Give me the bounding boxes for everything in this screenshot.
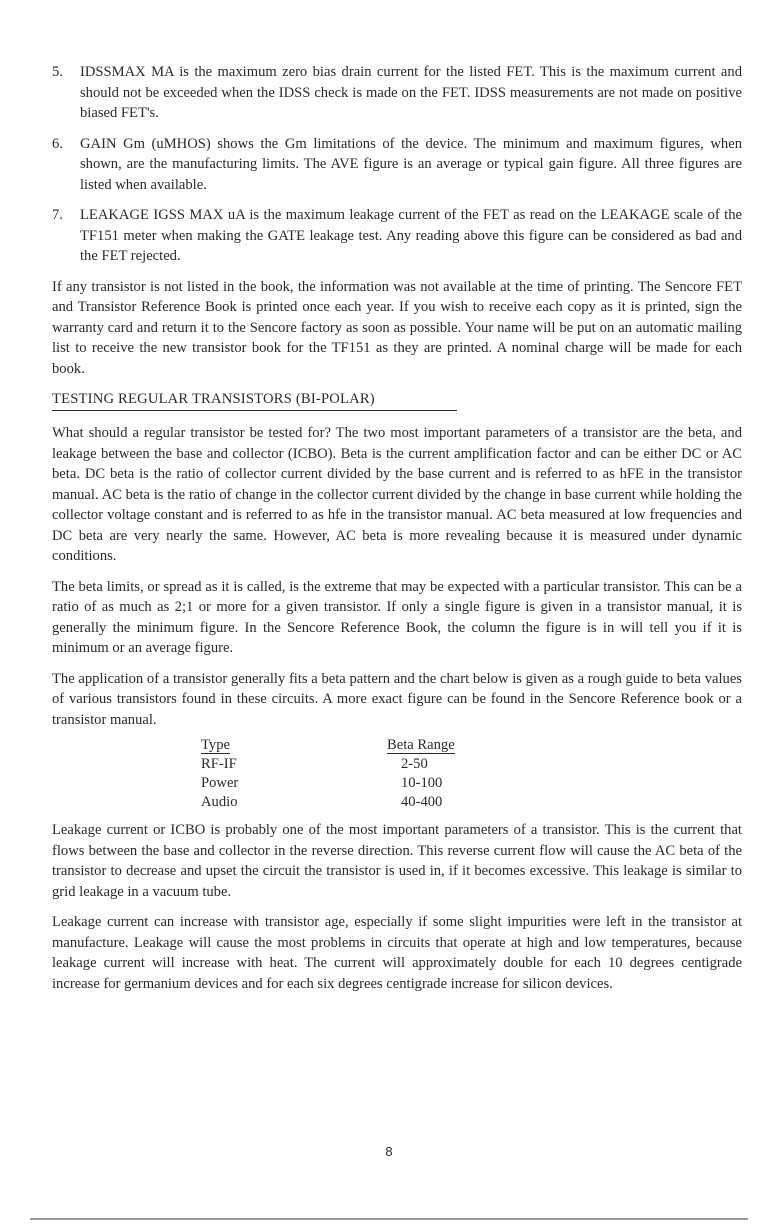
list-text: IDSSMAX MA is the maximum zero bias drain current for the listed FET. This is the maximum current and should not be exceeded when the IDSS check is made on the FET. IDSS measurements are not made on positive biased FET's.	[80, 64, 742, 121]
table-row	[201, 774, 742, 793]
table-cell-type: Audio	[201, 794, 238, 810]
list-number: 7.	[52, 207, 63, 223]
table-cell-type: Power	[201, 775, 239, 791]
table-cell-range: 2-50	[401, 756, 428, 772]
list-text: LEAKAGE IGSS MAX uA is the maximum leakage current of the FET as read on the LEAKAGE scale of the TF151 meter when making the GATE leakage test. Any reading above this figure can be considered as bad and the FET rejected.	[80, 207, 742, 264]
body-paragraph: The application of a transistor generally fits a beta pattern and the chart below is given as a rough guide to beta values of various transistors found in these circuits. A more exact figure can be found in the Sencore Reference book or a transistor manual.	[52, 670, 742, 728]
list-item	[52, 205, 742, 267]
section-heading: TESTING REGULAR TRANSISTORS (BI-POLAR)	[52, 389, 457, 411]
beta-range-table	[201, 736, 742, 812]
list-number: 5.	[52, 64, 63, 80]
table-header-row	[201, 736, 742, 755]
list-number: 6.	[52, 135, 63, 152]
list-item	[52, 62, 742, 124]
document-page	[52, 62, 742, 1004]
intro-paragraph: If any transistor is not listed in the book, the information was not available at the time of printing. The Sencore FET and Transistor Reference Book is printed once each year. If you wish to receive each copy as it is printed, sign the warranty card and return it to the Sencore factory as soon as possible. Your name will be put on an automatic mailing list to receive the new transistor book for the TF151 as they are printed. A nominal charge will be made for each book.	[52, 278, 742, 377]
body-paragraph: What should a regular transistor be tested for? The two most important parameters of a transistor are the beta, and leakage between the base and collector (ICBO). Beta is the current amplification factor and can be either DC or AC beta. DC beta is the ratio of collector current divided by the base current and is referred to as hFE in the transistor manual. AC beta is the ratio of change in the collector current divided by the change in base current while holding the collector voltage constant and is referred to as hfe in the transistor manual. AC beta measured at low frequencies and DC beta are very nearly the same. However, AC beta is more revealing because it is measured under dynamic conditions.	[52, 425, 742, 564]
bottom-edge-rule	[30, 1218, 748, 1220]
body-paragraph: Leakage current can increase with transistor age, especially if some slight impurities were left in the transistor at manufacture. Leakage will cause the most problems in circuits that operate at high and low temperatures, because leakage current will increase with heat. The current will approximately double for each 10 degrees centigrade increase for germanium devices and for each six degrees centigrade increase for silicon devices.	[52, 914, 742, 992]
page-number: 8	[385, 1144, 393, 1159]
table-cell-range: 10-100	[401, 775, 443, 791]
type-column-header: Type	[201, 737, 230, 753]
numbered-list	[52, 62, 742, 267]
list-item	[52, 134, 742, 196]
table-cell-range: 40-400	[401, 794, 443, 810]
body-paragraph: Leakage current or ICBO is probably one of the most important parameters of a transistor. This is the current that flows between the base and collector in the reverse direction. This reverse current flow will cause the AC beta of the transistor to decrease and upset the circuit the transistor is used in, if it becomes excessive. This leakage is similar to grid leakage in a vacuum tube.	[52, 822, 742, 900]
table-cell-type: RF-IF	[201, 756, 237, 772]
body-paragraph: The beta limits, or spread as it is called, is the extreme that may be expected with a particular transistor. This can be a ratio of as much as 2;1 or more for a given transistor. If only a single figure is given in a transistor manual, it is generally the minimum figure. In the Sencore Reference Book, the column the figure is in will tell you if it is minimum or an average figure.	[52, 578, 742, 656]
list-text: GAIN Gm (uMHOS) shows the Gm limitations of the device. The minimum and maximum figures, when shown, are the manufacturing limits. The AVE figure is an average or typical gain figure. All three figures are listed when available.	[80, 135, 742, 193]
beta-range-column-header: Beta Range	[387, 737, 455, 753]
table-row	[201, 793, 742, 812]
table-row	[201, 755, 742, 774]
